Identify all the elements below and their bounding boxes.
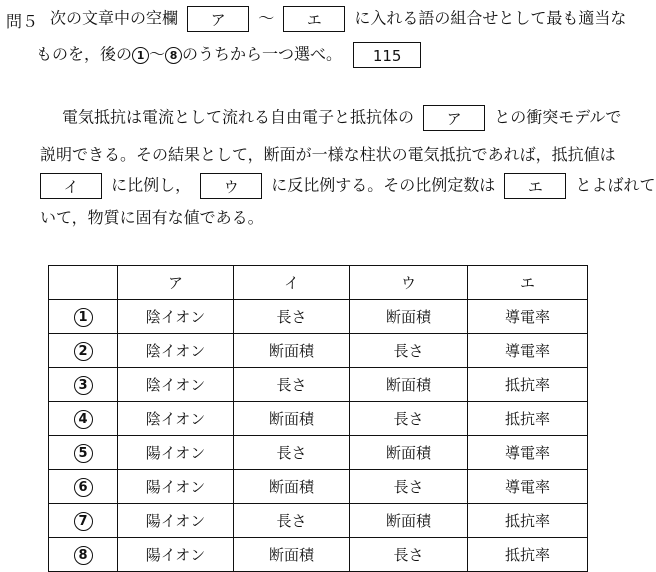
blank-box-e: エ xyxy=(283,6,345,32)
question-text: のうちから一つ選べ。 xyxy=(182,44,343,64)
choice-number-cell xyxy=(49,538,118,572)
choice-number-circle: 2 xyxy=(74,342,93,361)
choice-number-circle: 5 xyxy=(74,444,93,463)
tilde: 〜 xyxy=(258,8,275,28)
passage-text: 説明できる。その結果として，断面が一様な柱状の電気抵抗であれば，抵抗値は xyxy=(40,145,616,164)
passage-line-4 xyxy=(40,207,264,229)
cell: 導電率 xyxy=(468,470,588,504)
question-text: ものを，後の xyxy=(36,44,133,64)
cell: 陽イオン xyxy=(118,504,234,538)
cell: 長さ xyxy=(234,368,350,402)
choice-number-cell xyxy=(49,470,118,504)
blank-box-i: イ xyxy=(40,173,102,199)
table-row xyxy=(49,368,588,402)
choice-number-circle: 7 xyxy=(74,512,93,531)
cell: 陰イオン xyxy=(118,334,234,368)
cell: 陰イオン xyxy=(118,300,234,334)
cell: 陽イオン xyxy=(118,470,234,504)
blank-box-a: ア xyxy=(423,105,485,131)
choice-number-circle: 8 xyxy=(165,47,182,64)
table-row xyxy=(49,402,588,436)
question-number: 問５ xyxy=(6,12,39,31)
choice-number-cell xyxy=(49,334,118,368)
cell: 抵抗率 xyxy=(468,402,588,436)
passage-line-2 xyxy=(40,144,616,166)
question-text: 次の文章中の空欄 xyxy=(50,8,179,28)
table-row xyxy=(49,436,588,470)
cell: 断面積 xyxy=(350,504,468,538)
choice-number-circle: 8 xyxy=(74,546,93,565)
table-row xyxy=(49,300,588,334)
passage-text: に反比例する。その比例定数は xyxy=(271,175,496,195)
cell: 断面積 xyxy=(350,436,468,470)
choice-number-circle: 3 xyxy=(74,376,93,395)
table-row xyxy=(49,470,588,504)
cell: 抵抗率 xyxy=(468,538,588,572)
cell: 断面積 xyxy=(234,470,350,504)
choice-number-circle: 1 xyxy=(132,47,149,64)
answer-number-box: 115 xyxy=(353,42,421,68)
choice-number-cell xyxy=(49,436,118,470)
cell: 長さ xyxy=(350,334,468,368)
cell: 抵抗率 xyxy=(468,504,588,538)
cell: 抵抗率 xyxy=(468,368,588,402)
blank-box-u: ウ xyxy=(200,173,262,199)
blank-box-a: ア xyxy=(187,6,249,32)
cell: 長さ xyxy=(350,470,468,504)
cell: 断面積 xyxy=(350,300,468,334)
passage-text: との衝突モデルで xyxy=(494,107,622,127)
cell: 長さ xyxy=(234,436,350,470)
passage-text: に比例し， xyxy=(111,175,192,195)
cell: 長さ xyxy=(350,402,468,436)
cell: 長さ xyxy=(350,538,468,572)
cell: 導電率 xyxy=(468,300,588,334)
cell: 導電率 xyxy=(468,334,588,368)
cell: 断面積 xyxy=(234,334,350,368)
cell: 断面積 xyxy=(350,368,468,402)
cell: 陰イオン xyxy=(118,368,234,402)
cell: 陰イオン xyxy=(118,402,234,436)
question-text: に入れる語の組合せとして最も適当な xyxy=(354,8,627,28)
passage-line-1 xyxy=(62,105,621,131)
table-row xyxy=(49,334,588,368)
passage-line-3 xyxy=(40,173,656,199)
table-row xyxy=(49,538,588,572)
cell: 長さ xyxy=(234,300,350,334)
table-header-row xyxy=(49,266,588,300)
header-cell xyxy=(49,266,118,300)
cell: 導電率 xyxy=(468,436,588,470)
tilde: 〜 xyxy=(149,44,166,64)
question-line-2 xyxy=(36,42,421,68)
choice-number-cell xyxy=(49,402,118,436)
choices-table xyxy=(48,265,588,572)
choice-number-cell xyxy=(49,368,118,402)
cell: 断面積 xyxy=(234,402,350,436)
choice-number-circle: 6 xyxy=(74,478,93,497)
choice-number-circle: 4 xyxy=(74,410,93,429)
choice-number-circle: 1 xyxy=(74,308,93,327)
cell: 断面積 xyxy=(234,538,350,572)
header-cell: イ xyxy=(234,266,350,300)
cell: 陽イオン xyxy=(118,436,234,470)
passage-text: とよばれて xyxy=(575,175,656,195)
choice-number-cell xyxy=(49,504,118,538)
header-cell: ア xyxy=(118,266,234,300)
cell: 長さ xyxy=(234,504,350,538)
cell: 陽イオン xyxy=(118,538,234,572)
choice-number-cell xyxy=(49,300,118,334)
table-row xyxy=(49,504,588,538)
passage-text: いて，物質に固有な値である。 xyxy=(40,208,264,227)
question-line-1 xyxy=(50,6,626,32)
passage-text: 電気抵抗は電流として流れる自由電子と抵抗体の xyxy=(62,107,415,127)
header-cell: エ xyxy=(468,266,588,300)
header-cell: ウ xyxy=(350,266,468,300)
blank-box-e: エ xyxy=(504,173,566,199)
